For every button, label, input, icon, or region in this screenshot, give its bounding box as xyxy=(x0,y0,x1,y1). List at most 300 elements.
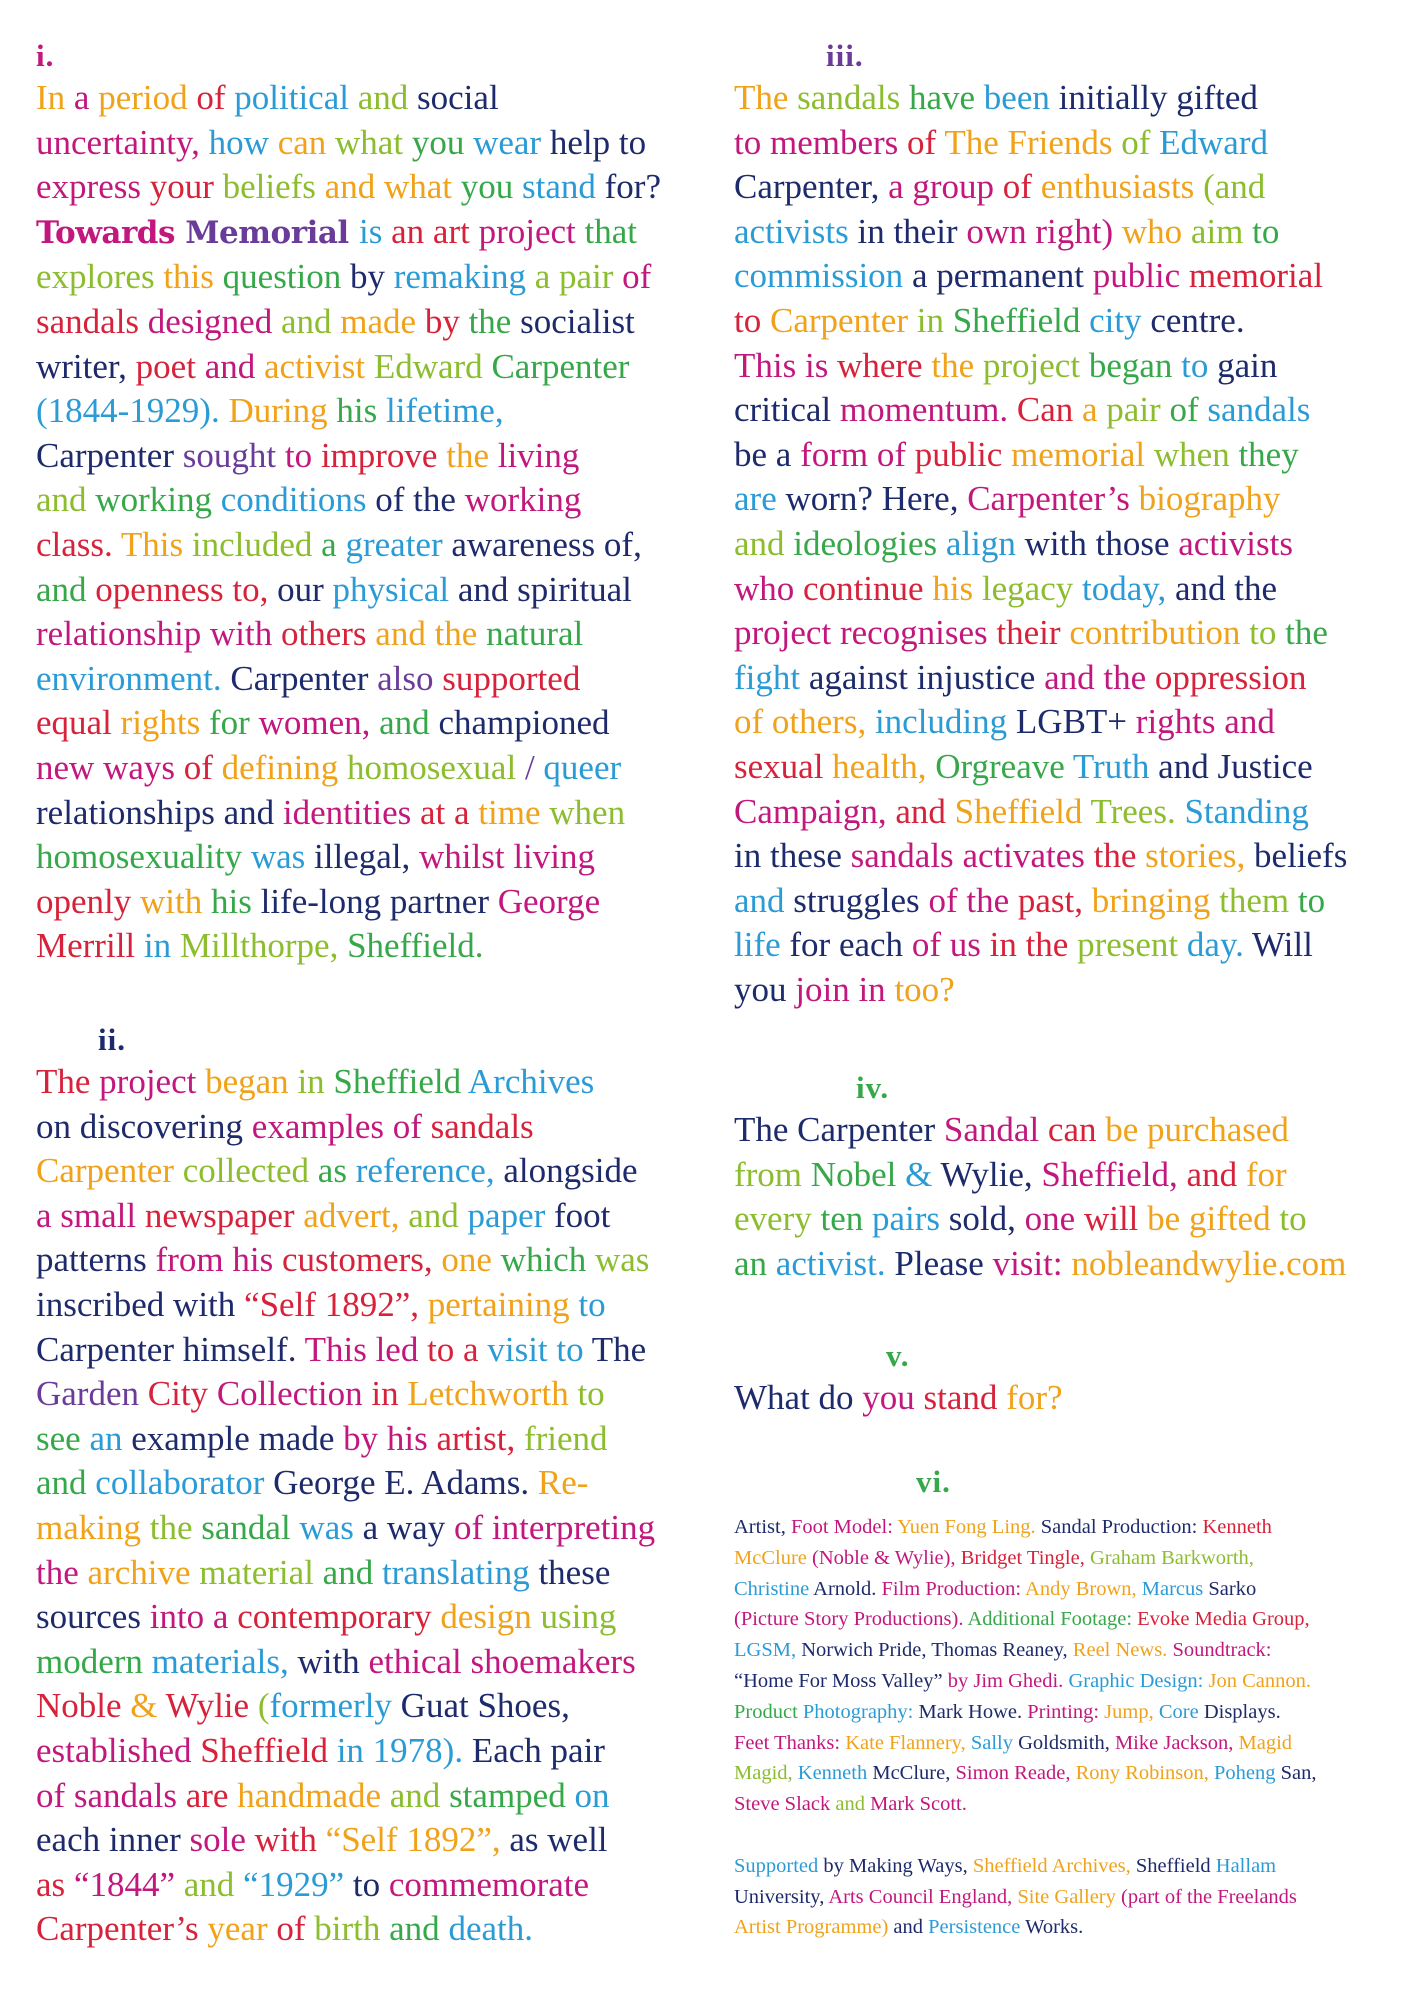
text-segment: Kate Flannery, xyxy=(845,1731,971,1754)
text-segment: do xyxy=(818,1378,863,1417)
text-segment: to xyxy=(577,1374,605,1414)
text-segment: Towards xyxy=(36,214,186,251)
text-segment: group xyxy=(912,167,1003,207)
text-segment: Can xyxy=(1016,390,1082,430)
text-segment: patterns xyxy=(36,1240,156,1280)
text-segment: them xyxy=(1219,880,1298,920)
text-segment: with those xyxy=(1024,523,1179,563)
text-segment: others xyxy=(280,614,376,654)
text-segment: a xyxy=(888,167,913,207)
text-segment: Rony Robinson, xyxy=(1075,1762,1215,1785)
text-line xyxy=(36,791,696,836)
text-segment: as xyxy=(36,1864,74,1904)
text-line xyxy=(36,835,696,880)
text-segment: formerly xyxy=(269,1686,401,1726)
text-segment: (Noble & Wylie), xyxy=(812,1546,961,1569)
text-segment: can xyxy=(1047,1110,1106,1149)
text-segment: Persistence xyxy=(928,1916,1026,1939)
text-segment: of xyxy=(276,1909,315,1949)
text-segment: LGSM, xyxy=(734,1639,802,1662)
text-segment: McClure xyxy=(734,1546,812,1569)
text-line xyxy=(734,1108,1394,1153)
text-line xyxy=(734,1635,1394,1666)
text-segment: in xyxy=(143,926,180,966)
text-segment: Feet Thanks: xyxy=(734,1731,846,1754)
text-segment: and xyxy=(204,346,264,386)
text-segment: and the xyxy=(1044,657,1155,697)
text-line xyxy=(36,1863,696,1908)
text-segment: Noble xyxy=(36,1686,131,1726)
text-segment: as xyxy=(317,1151,356,1191)
text-segment: in these xyxy=(734,836,851,876)
text-line xyxy=(36,924,696,969)
text-segment: openness to, xyxy=(95,569,278,609)
text-line xyxy=(36,434,696,479)
text-segment: Poheng xyxy=(1214,1762,1281,1785)
text-segment: with xyxy=(210,614,281,654)
text-segment: an xyxy=(734,1243,776,1283)
text-segment: with xyxy=(140,881,211,921)
text-segment: Wylie, xyxy=(940,1154,1042,1194)
text-segment: commemorate xyxy=(388,1864,590,1904)
text-segment: in xyxy=(858,969,895,1009)
text-line xyxy=(36,1774,696,1819)
text-segment: which xyxy=(500,1240,595,1280)
text-segment: an xyxy=(391,211,433,251)
text-segment: Bridget Tingle, xyxy=(960,1546,1090,1569)
text-segment: defining xyxy=(221,747,348,787)
text-segment: by xyxy=(424,301,469,341)
text-segment: homosexual xyxy=(347,747,525,787)
section-ii xyxy=(36,1020,696,1952)
text-segment: wear xyxy=(473,122,550,162)
section-paragraph xyxy=(734,1376,1394,1421)
text-segment: struggles xyxy=(793,880,929,920)
text-segment: Sheffield xyxy=(1135,1854,1216,1877)
text-segment: you xyxy=(734,969,796,1009)
text-line xyxy=(36,1060,696,1105)
text-line xyxy=(734,388,1394,433)
text-segment: poet xyxy=(135,346,205,386)
text-segment: bringing xyxy=(1091,880,1220,920)
text-segment: Graham Barkworth, xyxy=(1089,1546,1254,1569)
text-segment: the xyxy=(36,1552,88,1592)
text-segment: Sandal xyxy=(943,1110,1048,1149)
text-segment: Garden xyxy=(36,1374,148,1414)
text-segment: is xyxy=(804,345,838,385)
section-numeral: iii. xyxy=(826,38,864,73)
text-segment: sandals xyxy=(430,1106,534,1146)
text-segment: you xyxy=(862,1378,924,1417)
text-segment: ( xyxy=(257,1686,270,1726)
text-segment: Carpenter’s xyxy=(36,1909,208,1949)
text-segment: and xyxy=(36,480,96,520)
text-segment: with xyxy=(297,1641,369,1681)
text-segment: and xyxy=(36,1463,96,1503)
text-segment: was xyxy=(250,837,315,877)
text-segment: of xyxy=(876,434,915,474)
text-segment: inner xyxy=(108,1820,190,1860)
text-segment: Sheffield. xyxy=(347,926,484,966)
text-segment: and xyxy=(280,301,341,341)
text-segment: sexual xyxy=(734,746,833,786)
text-segment: The xyxy=(36,1062,100,1101)
text-segment: Magid xyxy=(1238,1731,1293,1754)
text-segment: one xyxy=(1024,1199,1084,1239)
section-vi xyxy=(734,1462,1394,1943)
text-segment: to xyxy=(352,1864,389,1904)
text-segment: of the xyxy=(375,480,465,520)
text-segment: your xyxy=(149,167,223,207)
section-numeral: ii. xyxy=(98,1022,126,1057)
text-segment: living xyxy=(497,435,580,475)
text-line xyxy=(36,701,696,746)
text-segment: The xyxy=(734,78,798,117)
text-line xyxy=(36,657,696,702)
text-segment: recognises xyxy=(839,613,997,653)
text-line xyxy=(36,1595,696,1640)
text-segment: death. xyxy=(448,1909,533,1949)
text-segment: against injustice xyxy=(808,657,1045,697)
text-line xyxy=(734,1574,1394,1605)
text-line xyxy=(734,1820,1394,1851)
text-segment: established xyxy=(36,1730,201,1770)
text-segment: and xyxy=(389,1909,449,1949)
text-line xyxy=(734,165,1394,210)
text-segment: Trees. xyxy=(1090,791,1185,831)
text-segment: his xyxy=(932,568,982,608)
text-segment: join xyxy=(795,969,859,1009)
text-segment: they xyxy=(1238,434,1299,474)
text-segment: day. xyxy=(1186,925,1253,965)
text-segment: when xyxy=(1153,434,1239,474)
text-line xyxy=(734,210,1394,255)
text-segment: socialist xyxy=(520,301,635,341)
text-segment: fight xyxy=(734,657,809,697)
text-segment: sandals xyxy=(36,301,148,341)
text-segment: & xyxy=(905,1154,941,1194)
text-segment: Artist, xyxy=(734,1516,791,1538)
text-segment: of xyxy=(1169,390,1208,430)
text-segment: writer, xyxy=(36,346,136,386)
text-segment: Mark Scott. xyxy=(870,1793,967,1816)
text-segment: Sheffield, xyxy=(1041,1154,1187,1194)
text-segment: improve xyxy=(320,435,447,475)
text-segment: be a xyxy=(734,434,801,474)
section-paragraph xyxy=(36,1060,696,1952)
text-segment: to a xyxy=(427,1329,488,1369)
text-segment: and the xyxy=(375,614,487,654)
text-segment: a permanent xyxy=(911,256,1093,296)
text-segment: Memorial xyxy=(185,214,359,251)
text-segment: This led xyxy=(304,1329,428,1369)
text-segment: for xyxy=(1245,1154,1287,1194)
text-segment: what xyxy=(335,122,412,162)
text-segment: into a xyxy=(149,1597,238,1637)
text-segment: stories, xyxy=(1145,836,1255,876)
text-line xyxy=(734,611,1394,656)
text-segment: pairs xyxy=(872,1199,949,1239)
text-segment: his xyxy=(336,391,386,431)
text-segment: women, xyxy=(258,703,380,743)
text-segment: working xyxy=(464,480,582,520)
text-segment: example xyxy=(131,1418,259,1458)
text-segment: Site Gallery xyxy=(1017,1885,1122,1908)
text-segment: Yuen Fong Ling. xyxy=(897,1516,1041,1538)
text-segment: this xyxy=(163,257,223,297)
text-segment: Goldsmith, xyxy=(1018,1731,1115,1754)
text-segment: a xyxy=(73,78,99,117)
text-segment: and xyxy=(835,1793,871,1816)
text-segment: sought xyxy=(182,435,285,475)
text-line xyxy=(36,1684,696,1729)
text-segment: (and xyxy=(1203,167,1266,207)
text-line xyxy=(734,1512,1394,1543)
text-segment: to xyxy=(284,435,321,475)
text-segment: and xyxy=(322,1552,382,1592)
text-segment: Supported xyxy=(734,1854,824,1877)
text-segment: that xyxy=(584,211,637,251)
text-segment: an xyxy=(89,1418,132,1458)
text-segment: help to xyxy=(549,122,647,162)
text-segment: our xyxy=(277,569,333,609)
text-segment: of the xyxy=(928,880,1018,920)
text-line xyxy=(36,478,696,523)
text-line xyxy=(734,1789,1394,1820)
text-line xyxy=(36,300,696,345)
text-segment: a xyxy=(321,524,346,564)
text-segment: political xyxy=(234,78,358,117)
text-segment: remaking xyxy=(393,257,535,297)
text-segment: rights xyxy=(1135,702,1225,742)
text-segment: members xyxy=(769,122,908,162)
text-segment: handmade xyxy=(237,1775,390,1815)
text-segment: and xyxy=(379,703,439,743)
text-segment: George E. Adams. xyxy=(273,1463,538,1503)
text-line xyxy=(36,1506,696,1551)
text-segment: align xyxy=(945,523,1025,563)
text-segment: Jon Cannon. xyxy=(1208,1669,1311,1692)
text-segment: ethical xyxy=(368,1641,471,1681)
text-segment: life-long xyxy=(260,881,390,921)
text-segment: from xyxy=(155,1240,233,1280)
text-segment: to xyxy=(734,122,770,162)
text-segment: Carpenter xyxy=(36,435,183,475)
text-segment: was xyxy=(299,1507,363,1547)
text-segment: Mark Howe. xyxy=(918,1700,1028,1723)
text-segment: momentum. xyxy=(839,390,1017,430)
text-segment: George xyxy=(497,881,601,921)
text-segment: to xyxy=(1249,613,1286,653)
text-segment: of xyxy=(622,257,652,297)
text-segment: are xyxy=(734,479,786,519)
credits-paragraph xyxy=(734,1512,1394,1943)
text-segment: sole xyxy=(189,1820,255,1860)
text-segment: openly xyxy=(36,881,141,921)
text-segment: advert, xyxy=(303,1195,409,1235)
text-segment: paper xyxy=(467,1195,555,1235)
text-segment: Edward xyxy=(373,346,492,386)
text-segment: be xyxy=(1105,1110,1148,1149)
text-segment: Carpenter xyxy=(797,1110,944,1149)
text-segment: gain xyxy=(1217,345,1278,385)
text-segment: homosexuality xyxy=(36,837,251,877)
text-segment: the xyxy=(149,1507,202,1547)
text-segment: visit: xyxy=(992,1243,1072,1283)
text-segment: project xyxy=(478,211,585,251)
text-segment: and the xyxy=(1175,568,1278,608)
text-segment: past, xyxy=(1017,880,1092,920)
text-segment: Sheffield xyxy=(200,1730,337,1770)
text-segment: Artist Programme) xyxy=(734,1916,894,1939)
text-segment: Soundtrack: xyxy=(1172,1639,1272,1662)
text-line xyxy=(734,1376,1394,1421)
text-segment: of xyxy=(392,1106,431,1146)
text-segment: also xyxy=(377,658,443,698)
text-segment: Photography: xyxy=(802,1700,919,1723)
text-segment: activist. xyxy=(775,1243,895,1283)
text-segment: the xyxy=(1093,836,1146,876)
text-segment: form xyxy=(800,434,877,474)
text-segment: is xyxy=(359,211,392,251)
text-segment: In xyxy=(36,78,74,117)
text-segment: Simon Reade, xyxy=(955,1762,1076,1785)
text-segment: began xyxy=(1088,345,1182,385)
text-segment: “1929” xyxy=(243,1864,353,1904)
text-segment: making xyxy=(36,1507,150,1547)
text-segment: project xyxy=(734,613,840,653)
text-segment: commission xyxy=(734,256,912,296)
text-segment: of xyxy=(1002,167,1041,207)
text-line xyxy=(36,210,696,256)
text-segment: and xyxy=(734,523,794,563)
text-segment: will xyxy=(1083,1199,1148,1239)
text-segment: each xyxy=(36,1820,109,1860)
text-line xyxy=(36,1417,696,1462)
text-segment: Edward xyxy=(1159,122,1268,162)
text-segment: The xyxy=(734,1110,798,1149)
text-segment: was xyxy=(594,1240,650,1280)
text-segment: art xyxy=(432,211,479,251)
text-segment: Foot Model: xyxy=(790,1516,898,1538)
text-line xyxy=(734,477,1394,522)
text-segment: gifted xyxy=(1176,78,1258,117)
section-numeral: vi. xyxy=(916,1464,951,1499)
text-line xyxy=(36,746,696,791)
text-segment: This xyxy=(734,345,805,385)
text-segment: in xyxy=(297,1062,334,1101)
text-segment: Campaign, xyxy=(734,791,896,831)
text-segment: translating xyxy=(381,1552,539,1592)
text-segment: sandals xyxy=(797,78,909,117)
text-segment: Archives xyxy=(467,1062,595,1101)
text-segment: a pair xyxy=(534,257,623,297)
text-segment: with xyxy=(254,1820,326,1860)
text-segment: stand xyxy=(923,1378,1007,1417)
text-segment: “1844” xyxy=(73,1864,184,1904)
text-segment: nobleandwylie.com xyxy=(1071,1243,1347,1283)
text-segment: his xyxy=(232,1240,282,1280)
text-segment: memorial xyxy=(1188,256,1324,296)
text-segment: beliefs xyxy=(222,167,325,207)
text-segment: & xyxy=(130,1686,166,1726)
text-segment: lifetime, xyxy=(385,391,504,431)
text-line xyxy=(36,1238,696,1283)
text-segment: natural xyxy=(486,614,584,654)
text-segment: by Jim Ghedi. xyxy=(947,1669,1069,1692)
text-segment: to xyxy=(1252,211,1280,251)
text-line xyxy=(734,1697,1394,1728)
text-segment: San, xyxy=(1280,1762,1317,1785)
text-segment: and spiritual xyxy=(457,569,632,609)
text-line xyxy=(734,1242,1394,1287)
text-segment: Kenneth xyxy=(797,1762,873,1785)
text-segment: using xyxy=(540,1597,617,1637)
text-segment: sandals xyxy=(1207,390,1311,430)
text-segment: inscribed with xyxy=(36,1284,245,1324)
text-segment: oppression xyxy=(1154,657,1307,697)
text-segment: (Picture Story Productions). xyxy=(734,1608,968,1631)
text-segment: Mike Jackson, xyxy=(1114,1731,1239,1754)
text-segment: worn? Here, xyxy=(785,479,968,519)
text-segment: collected xyxy=(182,1151,318,1191)
text-segment: (1844-1929). xyxy=(36,391,229,431)
text-segment: every xyxy=(734,1199,821,1239)
text-segment: contemporary xyxy=(237,1597,441,1637)
text-segment: legacy xyxy=(981,568,1082,608)
text-segment: of sandals xyxy=(36,1775,186,1815)
text-line xyxy=(36,345,696,390)
text-segment: period xyxy=(98,78,197,117)
text-segment: Arnold. xyxy=(813,1577,882,1600)
text-segment: championed xyxy=(438,703,610,743)
text-segment: continue xyxy=(803,568,933,608)
text-segment: Sheffield xyxy=(954,791,1091,831)
text-segment: public xyxy=(914,434,1012,474)
text-segment: activist xyxy=(263,346,374,386)
text-line xyxy=(734,121,1394,166)
text-segment: by xyxy=(350,257,394,297)
text-segment: at xyxy=(419,792,454,832)
text-segment: and xyxy=(408,1195,468,1235)
text-segment: artist, xyxy=(436,1418,524,1458)
text-segment: “Home For Moss Valley” xyxy=(734,1669,948,1692)
text-segment: biography xyxy=(1138,479,1281,519)
text-segment: for xyxy=(209,703,259,743)
text-segment: working xyxy=(95,480,221,520)
section-numeral: v. xyxy=(886,1338,910,1373)
text-segment: Works. xyxy=(1025,1916,1084,1939)
text-line xyxy=(734,522,1394,567)
text-line xyxy=(36,1907,696,1952)
text-segment: material xyxy=(199,1552,323,1592)
text-segment: ideologies xyxy=(793,523,946,563)
text-segment: ten xyxy=(820,1199,872,1239)
text-segment: and Justice xyxy=(1158,746,1313,786)
text-segment: Merrill xyxy=(36,926,144,966)
text-segment: environment. xyxy=(36,658,231,698)
text-segment: by Making Ways, xyxy=(823,1854,973,1877)
section-paragraph xyxy=(36,76,696,969)
text-segment: can xyxy=(277,122,336,162)
text-segment: a way xyxy=(362,1507,454,1547)
text-segment: Core xyxy=(1158,1700,1204,1723)
text-segment: activists xyxy=(1178,523,1293,563)
text-segment: and xyxy=(223,792,283,832)
text-segment: alongside xyxy=(503,1151,638,1191)
text-segment: Thomas Reaney, xyxy=(931,1639,1073,1662)
text-line xyxy=(734,1851,1394,1882)
